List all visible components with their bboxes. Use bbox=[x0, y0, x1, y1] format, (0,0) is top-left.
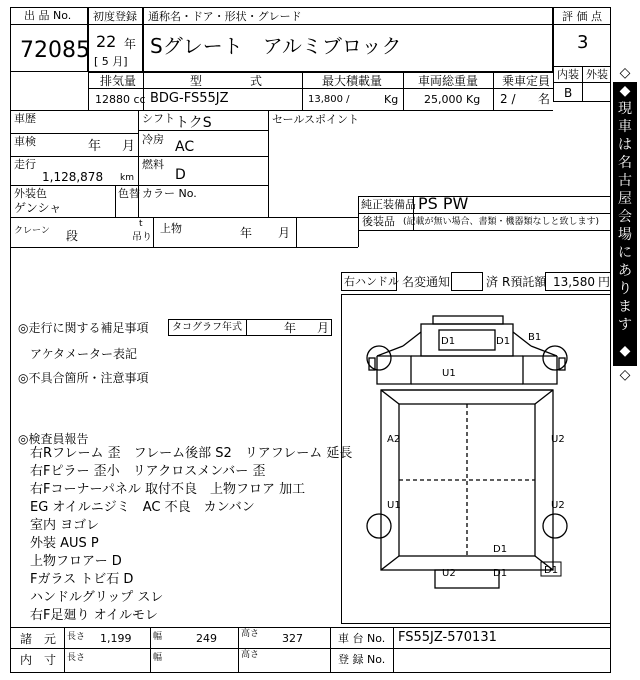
notice-char: ◇ bbox=[619, 367, 631, 383]
tachograph-year-unit: 年 bbox=[284, 321, 297, 335]
notice-char: ◆ bbox=[619, 343, 631, 359]
notice-char: 屋 bbox=[618, 191, 632, 207]
crane-ton-unit: t bbox=[139, 219, 143, 229]
capacity-value: 2 / bbox=[500, 92, 516, 106]
damage-mark: D1 bbox=[493, 568, 508, 579]
model-code-value: BDG-FS55JZ bbox=[150, 91, 229, 106]
width-label: 幅 bbox=[153, 632, 163, 642]
max-load-unit: Kg bbox=[384, 93, 399, 106]
damage-mark: U2 bbox=[442, 568, 456, 579]
notice-char: に bbox=[618, 245, 632, 261]
report-line: EG オイルニジミ AC 不良 カンバン bbox=[30, 500, 255, 515]
damage-mark: D1 bbox=[496, 336, 511, 347]
notice-char: あ bbox=[618, 263, 632, 279]
recycle-label: R預託額 bbox=[502, 275, 547, 289]
exterior-grade-label: 外装 bbox=[586, 68, 608, 81]
notice-char: ◇ bbox=[619, 65, 631, 81]
inspection-year-unit: 年 bbox=[88, 139, 102, 154]
defect-notes-heading: ◎不具合箇所・注意事項 bbox=[18, 371, 149, 385]
recycle-amount: 13,580 bbox=[553, 275, 595, 289]
notice-char: 会 bbox=[618, 209, 632, 225]
fuel-value: D bbox=[175, 167, 186, 183]
height-label: 高さ bbox=[241, 629, 260, 639]
name-change-label: 名変通知 bbox=[402, 275, 451, 289]
first-registration-year: 22 bbox=[96, 32, 117, 51]
damage-mark: D1 bbox=[544, 565, 559, 576]
recycle-prefix: 済 bbox=[486, 275, 499, 289]
interior-height-label: 高さ bbox=[241, 650, 260, 660]
capacity-unit: 名 bbox=[538, 92, 551, 106]
report-line: 右F足廻り オイルモレ bbox=[30, 608, 158, 623]
lot-label: 出 品 No. bbox=[24, 9, 72, 22]
notice-char: 名 bbox=[618, 155, 632, 171]
tachograph-month-unit: 月 bbox=[317, 321, 330, 335]
notice-char: す bbox=[618, 317, 632, 333]
crane-stage-unit: 段 bbox=[66, 229, 79, 243]
shift-value: トクS bbox=[175, 115, 212, 131]
model-code-label: 型 式 bbox=[190, 74, 263, 88]
registration-label: 登 録 No. bbox=[338, 653, 386, 666]
report-line: 右Fコーナーパネル 取付不良 上物フロア 加工 bbox=[30, 482, 306, 497]
mileage-label: 走行 bbox=[14, 158, 36, 171]
color-number-label: カラー No. bbox=[142, 187, 197, 200]
fuel-label: 燃料 bbox=[142, 158, 164, 171]
displacement-value: 12880 cc bbox=[95, 93, 146, 106]
notice-char: ◆ bbox=[619, 83, 631, 99]
retrofit-note: (記載が無い場合、書類・機器類なしと致します) bbox=[403, 217, 600, 227]
body-label: 上物 bbox=[160, 222, 182, 235]
notice-char: 現 bbox=[618, 101, 632, 117]
body-month-unit: 月 bbox=[278, 226, 291, 240]
report-line: 上物フロアー D bbox=[30, 554, 122, 569]
length-value: 1,199 bbox=[100, 632, 132, 645]
capacity-label: 乗車定員 bbox=[502, 74, 551, 88]
interior-length-label: 長さ bbox=[67, 653, 86, 663]
color-change-label: 色替 bbox=[118, 187, 140, 200]
damage-diagram bbox=[341, 294, 611, 624]
gross-weight-label: 車両総重量 bbox=[418, 74, 479, 88]
tachograph-label: タコグラフ年式 bbox=[172, 322, 242, 333]
damage-mark: U1 bbox=[387, 500, 401, 511]
vehicle-history-label: 車歴 bbox=[14, 112, 36, 125]
mileage-value: 1,128,878 bbox=[42, 170, 104, 184]
chassis-number: FS55JZ-570131 bbox=[398, 630, 497, 645]
location-notice bbox=[613, 64, 637, 84]
mileage-unit: km bbox=[120, 173, 134, 183]
notice-char: は bbox=[618, 137, 632, 153]
damage-mark: U1 bbox=[442, 368, 456, 379]
interior-width-label: 幅 bbox=[153, 653, 163, 663]
truck-cab bbox=[377, 316, 557, 390]
damage-mark: A2 bbox=[387, 434, 401, 445]
interior-grade-value: B bbox=[564, 86, 573, 100]
diagram-frame bbox=[342, 295, 611, 624]
score-value: 3 bbox=[577, 32, 589, 53]
year-unit: 年 bbox=[124, 37, 137, 51]
inspection-label: 車検 bbox=[14, 135, 36, 148]
displacement-label: 排気量 bbox=[100, 74, 137, 88]
notice-char: 場 bbox=[618, 227, 632, 243]
lot-number: 72085 bbox=[20, 38, 90, 63]
damage-mark: U2 bbox=[551, 500, 565, 511]
location-notice-end bbox=[613, 366, 637, 386]
max-load-label: 最大積載量 bbox=[322, 74, 383, 88]
name-change-box bbox=[451, 272, 483, 291]
interior-grade-label: 内装 bbox=[557, 68, 579, 81]
meter-note: アケタメーター表記 bbox=[30, 347, 138, 361]
chassis-label: 車 台 No. bbox=[338, 632, 386, 645]
body-year-unit: 年 bbox=[240, 226, 253, 240]
recycle-unit: 円 bbox=[598, 275, 611, 289]
damage-mark: B1 bbox=[528, 332, 542, 343]
damage-mark: U2 bbox=[551, 434, 565, 445]
grade-text: Sグレート アルミブロック bbox=[150, 34, 402, 58]
report-line: ハンドルグリップ スレ bbox=[30, 590, 164, 605]
shift-label: シフト bbox=[142, 112, 175, 125]
score-label: 評 価 点 bbox=[562, 10, 602, 23]
cargo-body bbox=[381, 390, 553, 588]
genuine-equipment-value: PS PW bbox=[418, 194, 469, 213]
length-label: 長さ bbox=[67, 632, 86, 642]
body-color-label: 外装色 bbox=[14, 187, 47, 200]
notice-char: 古 bbox=[618, 173, 632, 189]
genuine-equipment-label: 純正装備品 bbox=[361, 198, 416, 211]
retrofit-label: 後装品 bbox=[362, 215, 395, 228]
report-line: 右Fピラー 歪小 リアクロスメンバー 歪 bbox=[30, 464, 266, 479]
gross-weight-value: 25,000 Kg bbox=[424, 93, 481, 106]
running-notes-heading: ◎走行に関する補足事項 bbox=[18, 321, 149, 335]
notice-char: ま bbox=[618, 299, 632, 315]
dimensions-label: 諸 元 bbox=[20, 632, 57, 646]
max-load-value: 13,800 / bbox=[308, 94, 350, 105]
damage-mark: D1 bbox=[441, 336, 456, 347]
damage-marks bbox=[387, 332, 565, 579]
model-name-label: 通称名・ドア・形状・グレード bbox=[148, 10, 302, 23]
crane-label: クレーン bbox=[14, 226, 50, 236]
report-line: Fガラス トビ石 D bbox=[30, 572, 134, 587]
ac-label: 冷房 bbox=[142, 133, 164, 146]
ac-value: AC bbox=[175, 139, 195, 155]
interior-size-label: 内 寸 bbox=[20, 653, 57, 667]
location-notice-band bbox=[613, 82, 637, 366]
notice-char: 車 bbox=[618, 119, 632, 135]
inspector-report-heading: ◎検査員報告 bbox=[18, 432, 89, 446]
damage-mark: D1 bbox=[493, 544, 508, 555]
handle-value: 右ハンドル bbox=[344, 275, 399, 288]
width-value: 249 bbox=[196, 632, 217, 645]
first-registration-label: 初度登録 bbox=[93, 10, 137, 23]
height-value: 327 bbox=[282, 632, 303, 645]
report-line: 右Rフレーム 歪 フレーム後部 S2 リアフレーム 延長 bbox=[30, 446, 353, 461]
crane-hoist-unit: 吊り bbox=[132, 232, 152, 243]
report-line: 室内 ヨゴレ bbox=[30, 518, 100, 533]
sales-point-label: セールスポイント bbox=[272, 113, 360, 126]
inspection-month-unit: 月 bbox=[122, 139, 136, 154]
report-line: 外装 AUS P bbox=[30, 536, 99, 551]
body-color-value: ゲンシャ bbox=[14, 201, 62, 215]
notice-char: り bbox=[618, 281, 632, 297]
first-registration-month: [ 5 月] bbox=[94, 55, 128, 68]
